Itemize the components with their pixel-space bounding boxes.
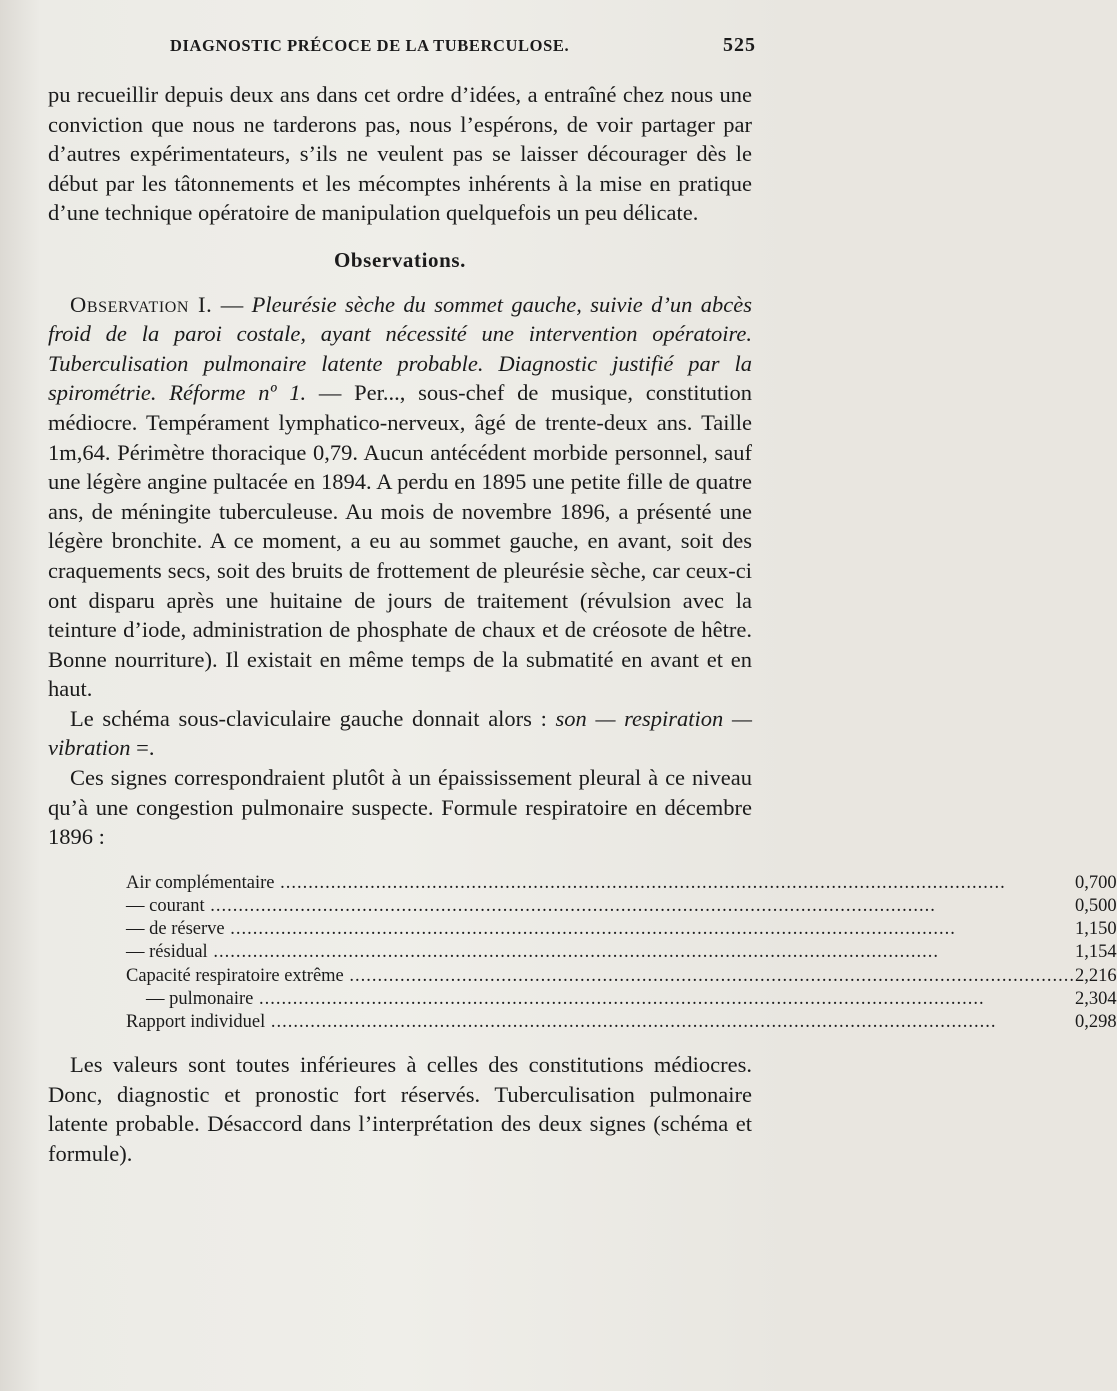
table-row <box>126 872 1117 895</box>
row-label: Rapport individuel ..... <box>126 1011 1075 1034</box>
schema-paragraph <box>48 704 752 763</box>
table-row <box>126 1011 1117 1034</box>
running-title: DIAGNOSTIC PRÉCOCE DE LA TUBERCULOSE. <box>170 36 570 55</box>
row-label: Air complémentaire ..... <box>126 872 1075 895</box>
intro-paragraph: pu recueillir depuis deux ans dans cet ordre d’idées, a entraîné chez nous une conviction que nous ne tarderons pas, nous l’espérons, de voir partager par d’autres expérimentateurs, s’ils ne veulent pas se laisser décourager dès le début par les tâtonnements et les mécomptes inhérents à la mise en pratique d’une technique opératoire de manipulation quelquefois un peu délicate. <box>48 82 752 226</box>
page-body <box>48 80 1117 1169</box>
row-label: — pulmonaire ..... <box>126 988 1075 1011</box>
observation-text: — Per..., sous-chef de musique, constitution médiocre. Tempérament lymphatico-nerveux, âgé de trente-deux ans. Taille 1m,64. Périmètre thoracique 0,79. Aucun antécédent morbide personnel, sauf une légère angine pultacée en 1894. A perdu en 1895 une petite fille de quatre ans, de méningite tuberculeuse. Au mois de novembre 1896, a présenté une légère bronchite. A ce moment, a eu au sommet gauche, en avant, soit des craquements secs, soit des bruits de frottement de pleurésie sèche, car ceux-ci ont disparu après une huitaine de jours de traitement (révulsion avec la teinture d’iode, administration de phosphate de chaux et de créosote de hêtre. Bonne nourriture). Il existait en même temps de la submatité en avant et en haut. <box>48 380 753 702</box>
row-label: — de réserve ..... <box>126 918 1075 941</box>
row-value: 2,216 <box>1075 965 1117 986</box>
row-value: 2,304 <box>1075 988 1117 1009</box>
observation-paragraph <box>48 290 752 704</box>
running-header <box>170 34 756 57</box>
row-value: 1,150 <box>1075 919 1117 940</box>
schema-prefix: Le schéma sous-claviculaire gauche donnait alors : <box>70 705 556 731</box>
schema-suffix: =. <box>130 735 155 761</box>
observation-label: Observation I. <box>70 291 213 317</box>
row-value: 0,298 <box>1075 1012 1117 1033</box>
respiratory-formula-table <box>126 872 1117 1034</box>
table-row <box>126 988 1117 1011</box>
conclusion-paragraph: Les valeurs sont toutes inférieures à celles des constitutions médiocres. Donc, diagnostic et pronostic fort réservés. Tuberculisation pulmonaire latente probable. Désaccord dans l’interprétation des deux signes (schéma et formule). <box>48 1052 752 1167</box>
table-row <box>126 895 1117 918</box>
table-row <box>126 918 1117 941</box>
observation-title: Pleurésie sèche du sommet gauche, suivie d’un abcès froid de la paroi costale, ayant nécessité une intervention opératoire. Tuberculisation pulmonaire latente probable. Diagnostic justifié par la spirométrie. Réforme nº 1. <box>48 291 753 406</box>
page-number: 525 <box>723 34 756 56</box>
row-value: 0,500 <box>1075 896 1117 917</box>
row-label: — courant ..... <box>126 895 1075 918</box>
row-label: — résidual ..... <box>126 941 1075 964</box>
table-row <box>126 941 1117 964</box>
table-row <box>126 965 1117 988</box>
section-title: Observations. <box>333 247 467 272</box>
row-value: 0,700 <box>1075 872 1117 893</box>
row-label: Capacité respiratoire extrême ..... <box>126 965 1075 988</box>
schema-formula: son — respiration — vibration <box>48 705 752 761</box>
signs-paragraph: Ces signes correspondraient plutôt à un épaississement pleural à ce niveau qu’à une congestion pulmonaire suspecte. Formule respiratoire en décembre 1896 : <box>48 765 752 850</box>
row-value: 1,154 <box>1075 942 1117 963</box>
observation-dash: — <box>212 291 252 317</box>
